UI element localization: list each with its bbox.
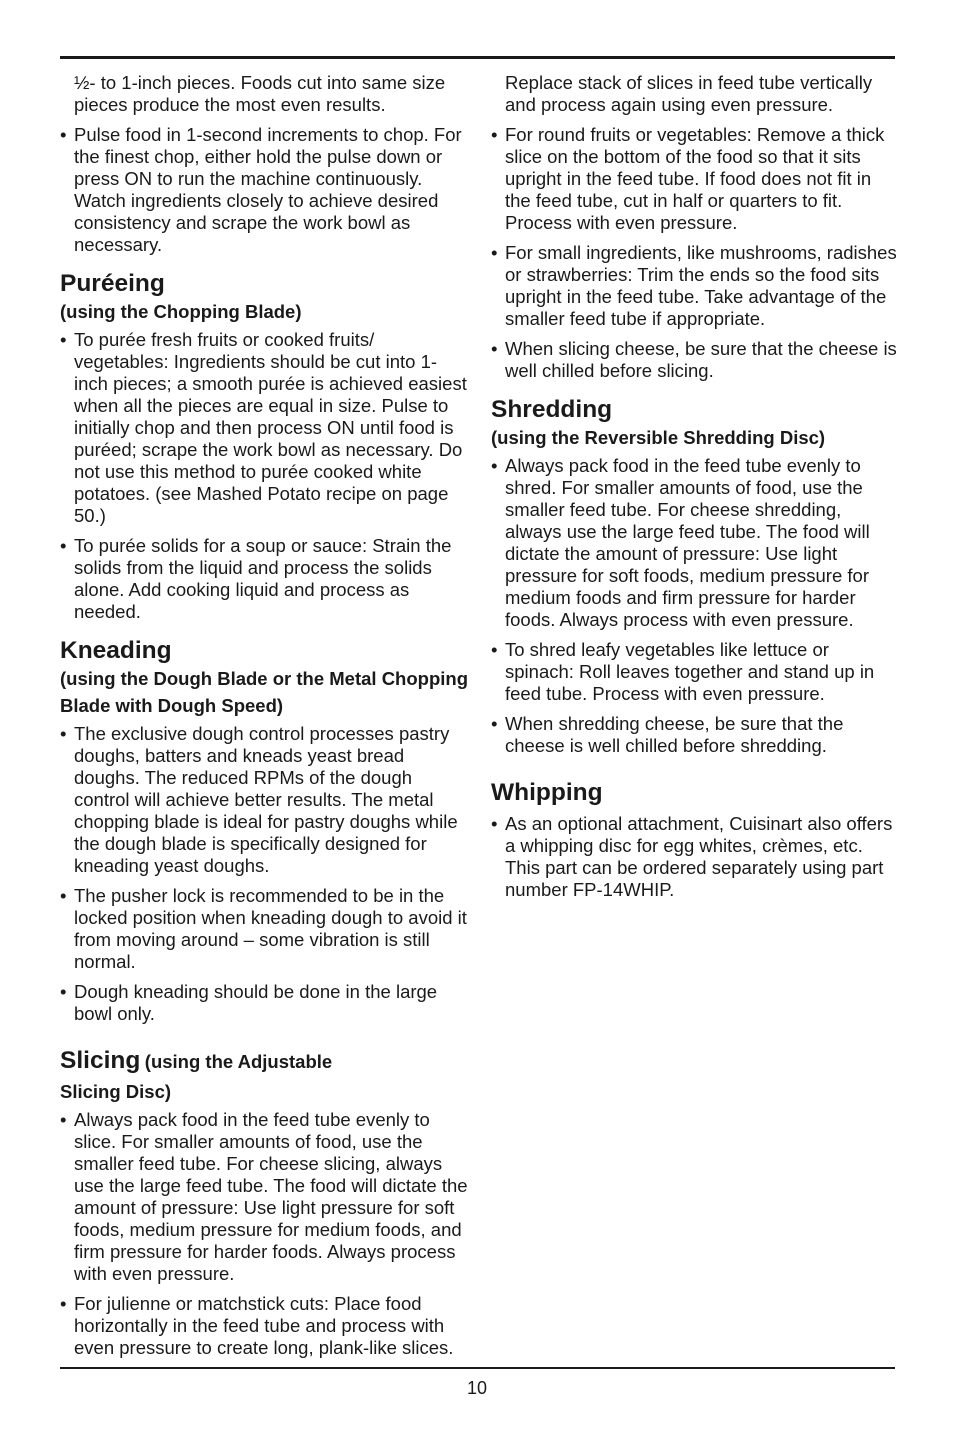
list-item: • When slicing cheese, be sure that the cheese is well chilled before slicing. xyxy=(491,338,897,381)
bullet-glyph: • xyxy=(491,455,498,476)
section-heading: Whipping xyxy=(491,779,603,806)
intro-bullet-list xyxy=(60,124,468,256)
list-item: • To purée fresh fruits or cooked fruits/ vegetables: Ingredients should be cut into 1-inch pieces; a smooth purée is achieved easiest when all the pieces are equal in size. Pulse to initially chop and then process ON until food is puréed; scrape the work bowl as necessary. Do not use this method to purée cooked white potatoes. (see Mashed Potato recipe on page 50.) xyxy=(60,329,467,526)
bullet-list xyxy=(491,813,899,901)
list-item: • As an optional attachment, Cuisinart also offers a whipping disc for egg whites, crèmes, etc. This part can be ordered separately using part number FP-14WHIP. xyxy=(491,813,893,900)
bullet-list xyxy=(60,723,468,1025)
section-heading: Slicing xyxy=(60,1047,141,1074)
bullet-list xyxy=(60,329,468,623)
bullet-glyph: • xyxy=(491,338,498,359)
section-heading: Shredding xyxy=(491,396,613,423)
bottom-rule xyxy=(60,1367,895,1369)
bullet-glyph: • xyxy=(491,124,498,145)
section-heading: Puréeing xyxy=(60,270,165,297)
bullet-glyph: • xyxy=(60,723,67,744)
bullet-glyph: • xyxy=(60,535,67,556)
bullet-glyph: • xyxy=(491,639,498,660)
list-item: • When shredding cheese, be sure that the cheese is well chilled before shredding. xyxy=(491,713,844,756)
slicing-bullet-list xyxy=(491,124,899,382)
section-shredding xyxy=(491,396,899,757)
bullet-glyph: • xyxy=(60,1293,67,1314)
list-item: • Always pack food in the feed tube evenly to slice. For smaller amounts of food, use the smaller feed tube. For cheese slicing, always use the large feed tube. The food will dictate the amount of pressure: Use light pressure for soft foods, medium pressure for medium foods, and firm pressure for harder foods. Always process with even pressure. xyxy=(60,1109,468,1284)
bullet-list xyxy=(60,1109,468,1359)
section-whipping xyxy=(491,779,899,901)
right-column xyxy=(491,72,899,909)
bullet-glyph: • xyxy=(60,981,67,1002)
bullet-glyph: • xyxy=(491,242,498,263)
list-item: • For small ingredients, like mushrooms, radishes or strawberries: Trim the ends so the food sits upright in the feed tube. Take advantage of the smaller feed tube if appropriate. xyxy=(491,242,897,329)
list-item: • For round fruits or vegetables: Remove a thick slice on the bottom of the food so that it sits upright in the feed tube. If food does not fit in the feed tube, cut in half or quarters to fit. Process with even pressure. xyxy=(491,124,885,233)
list-item: • The pusher lock is recommended to be in the locked position when kneading dough to avoid it from moving around – some vibration is still normal. xyxy=(60,885,467,972)
continuation-text: ½- to 1-inch pieces. Foods cut into same size pieces produce the most even results. xyxy=(74,72,446,115)
section-subheading: (using the Dough Blade or the Metal Chopping Blade with Dough Speed) xyxy=(60,668,469,716)
section-heading: Kneading xyxy=(60,637,172,664)
page-number: 10 xyxy=(466,1378,488,1398)
list-item: • To purée solids for a soup or sauce: Strain the solids from the liquid and process the solids alone. Add cooking liquid and process as needed. xyxy=(60,535,452,622)
list-item: • Dough kneading should be done in the large bowl only. xyxy=(60,981,438,1024)
list-item: • The exclusive dough control processes pastry doughs, batters and kneads yeast bread doughs. The reduced RPMs of the dough control will achieve better results. The metal chopping blade is ideal for pastry doughs while the dough blade is specifically designed for kneading yeast doughs. xyxy=(60,723,458,876)
section-subheading: (using the Chopping Blade) xyxy=(60,301,302,322)
continuation-text: Replace stack of slices in feed tube vertically and process again using even pressure. xyxy=(505,72,873,115)
section-kneading xyxy=(60,637,468,1025)
bullet-list xyxy=(491,455,899,757)
list-item: • Always pack food in the feed tube evenly to shred. For smaller amounts of food, use the smaller feed tube. For cheese shredding, always use the large feed tube. The food will dictate the amount of pressure: Use light pressure for soft foods, medium pressure for medium foods and firm pressure for harder foods. Always process with even pressure. xyxy=(491,455,870,630)
list-item: • To shred leafy vegetables like lettuce or spinach: Roll leaves together and stand up in feed tube. Process with even pressure. xyxy=(491,639,875,704)
section-pureeing xyxy=(60,270,468,623)
bullet-glyph: • xyxy=(60,329,67,350)
list-item: • Pulse food in 1-second increments to chop. For the finest chop, either hold the pulse down or press ON to run the machine continuously. Watch ingredients closely to achieve desired consistency and scrape the work bowl as necessary. xyxy=(60,124,462,255)
section-subheading-inline: (using the Adjustable xyxy=(144,1051,333,1072)
bullet-glyph: • xyxy=(60,124,67,145)
section-subheading-line2: Slicing Disc) xyxy=(60,1081,172,1102)
bullet-glyph: • xyxy=(491,813,498,834)
left-column xyxy=(60,72,468,1367)
list-item: • For julienne or matchstick cuts: Place food horizontally in the feed tube and process with even pressure to create long, plank-like slices. xyxy=(60,1293,454,1358)
top-rule xyxy=(60,56,895,59)
bullet-glyph: • xyxy=(491,713,498,734)
bullet-glyph: • xyxy=(60,885,67,906)
section-subheading: (using the Reversible Shredding Disc) xyxy=(491,427,826,448)
section-slicing xyxy=(60,1047,468,1359)
bullet-glyph: • xyxy=(60,1109,67,1130)
